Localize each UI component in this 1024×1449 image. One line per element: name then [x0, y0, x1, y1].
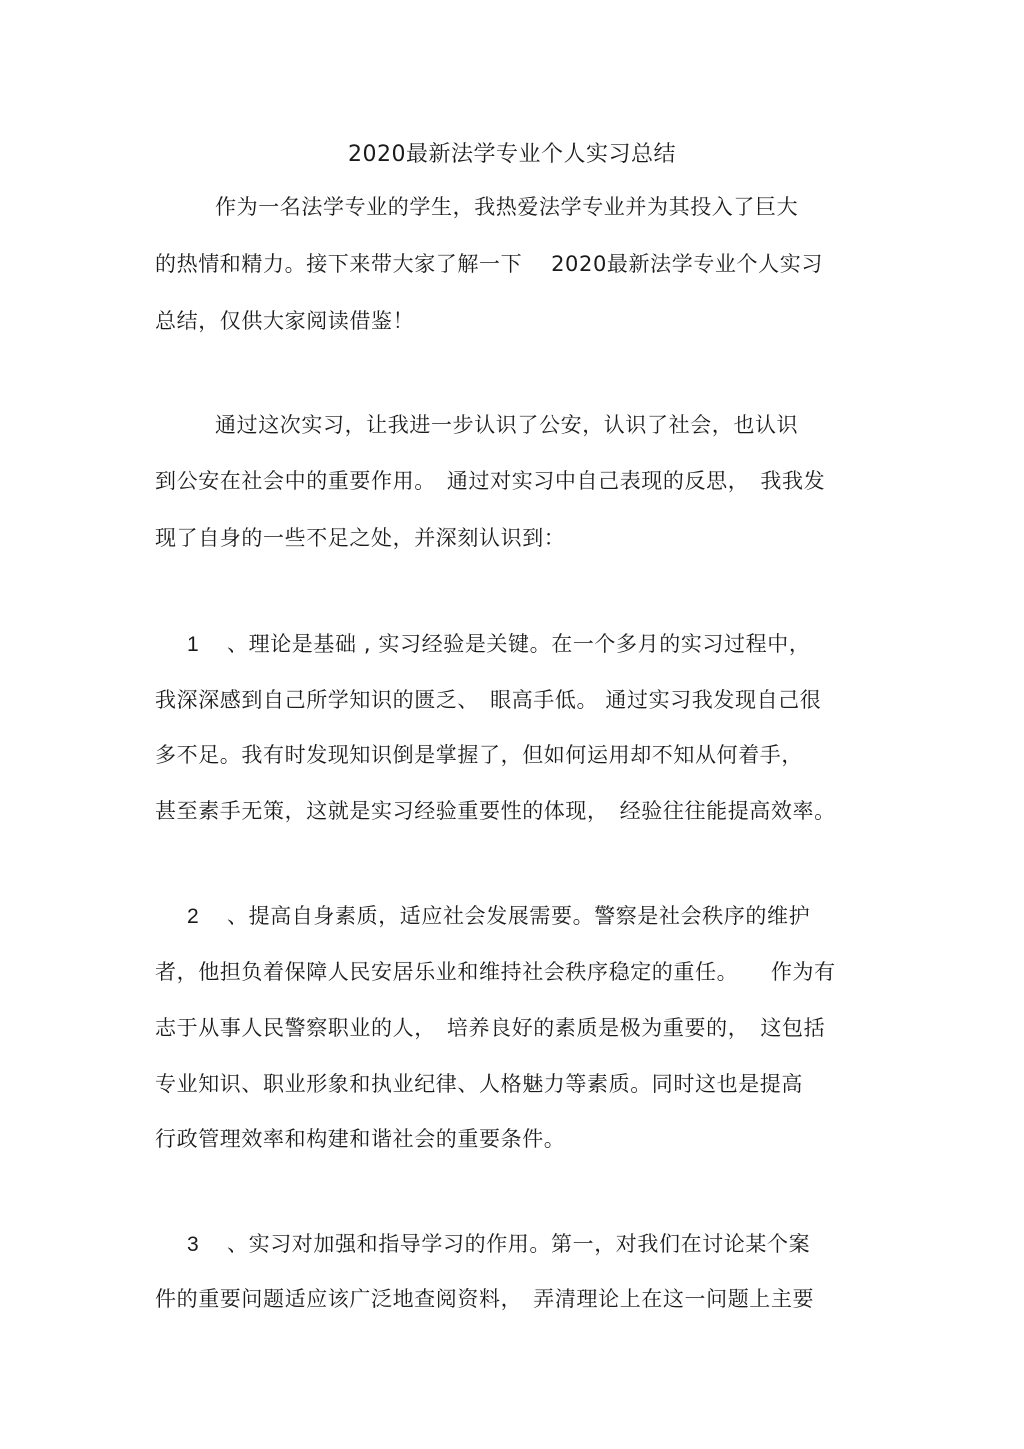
- para1-line-3: 现了自身的一些不足之处，并深刻认识到：: [155, 526, 566, 550]
- intro-line-3: 总结，仅供大家阅读借鉴！: [155, 309, 415, 333]
- item3-number: 3: [187, 1233, 200, 1256]
- item1-number: 1: [187, 633, 200, 656]
- item3-first-line: [187, 1230, 810, 1259]
- intro-line-2: 的热情和精力。接下来带大家了解一下 2020最新法学专业个人实习: [155, 252, 823, 276]
- item3-line-2: 件的重要问题适应该广泛地查阅资料， 弄清理论上在这一问题上主要: [155, 1287, 815, 1311]
- item2-line-1: 、提高自身素质，适应社会发展需要。警察是社会秩序的维护: [227, 904, 811, 928]
- para1-line-2: 到公安在社会中的重要作用。 通过对实习中自己表现的反思， 我我发: [155, 469, 826, 493]
- item2-line-2: 者，他担负着保障人民安居乐业和维持社会秩序稳定的重任。 作为有: [155, 960, 836, 984]
- para1-line-1: 通过这次实习，让我进一步认识了公安，认识了社会，也认识: [215, 413, 799, 437]
- item3-line-1: 、实习对加强和指导学习的作用。第一，对我们在讨论某个案: [227, 1232, 811, 1256]
- item1-line-2: 我深深感到自己所学知识的匮乏、 眼高手低。 通过实习我发现自己很: [155, 688, 822, 712]
- item1-line-3: 多不足。我有时发现知识倒是掌握了，但如何运用却不知从何着手，: [155, 743, 803, 767]
- item2-first-line: [187, 902, 810, 931]
- item1-first-line: [187, 630, 810, 659]
- intro-line-1: 作为一名法学专业的学生，我热爱法学专业并为其投入了巨大: [215, 195, 799, 219]
- document-title: 2020最新法学专业个人实习总结: [348, 142, 676, 167]
- item1-line-1: 、理论是基础 , 实习经验是关键。在一个多月的实习过程中，: [227, 632, 811, 656]
- item1-line-4: 甚至素手无策，这就是实习经验重要性的体现， 经验往往能提高效率。: [155, 799, 836, 823]
- item2-line-5: 行政管理效率和构建和谐社会的重要条件。: [155, 1127, 566, 1151]
- item2-line-3: 志于从事人民警察职业的人， 培养良好的素质是极为重要的， 这包括: [155, 1016, 826, 1040]
- item2-line-4: 专业知识、职业形象和执业纪律、人格魅力等素质。同时这也是提高: [155, 1072, 803, 1096]
- item2-number: 2: [187, 905, 200, 928]
